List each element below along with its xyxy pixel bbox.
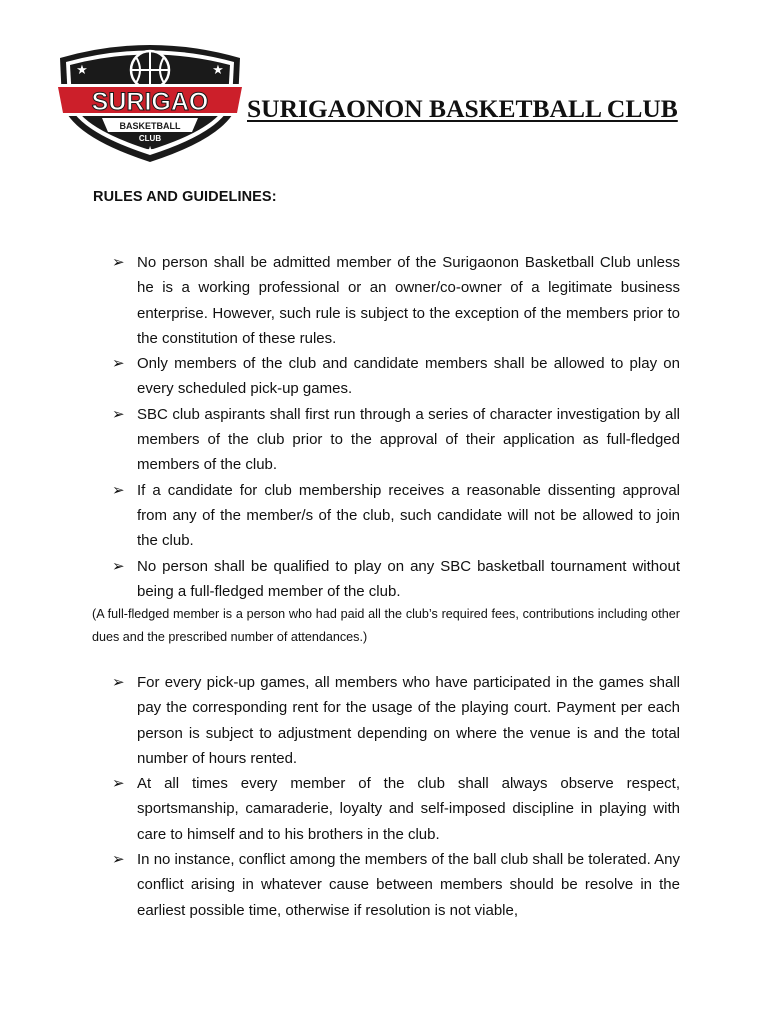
arrow-bullet-icon: ➢ — [112, 557, 125, 575]
rule-text: For every pick-up games, all members who have participated in the games shall pay the corresponding rent for the usage of the playing court. Payment per each person is subject to adjustment depending on where the venue is and the total number of hours rented. — [137, 674, 680, 767]
logo-main-text: SURIGAO — [91, 88, 209, 116]
arrow-bullet-icon: ➢ — [112, 481, 125, 499]
rule-item — [108, 670, 680, 771]
arrow-bullet-icon: ➢ — [112, 775, 125, 793]
rule-text: At all times every member of the club shall always observe respect, sportsmanship, camaraderie, loyalty and self-imposed discipline in playing with care to himself and to his brothers in the club. — [137, 775, 680, 843]
logo-star-right-icon: ★ — [212, 63, 224, 78]
arrow-bullet-icon: ➢ — [112, 355, 125, 373]
rule-item — [108, 771, 680, 847]
page-title: SURIGAONON BASKETBALL CLUB — [247, 94, 678, 123]
rules-list-1 — [108, 250, 680, 604]
section-heading: RULES AND GUIDELINES: — [93, 189, 277, 205]
rule-item — [108, 847, 680, 923]
rule-text: SBC club aspirants shall first run through a series of character investigation by all members of the club prior to the approval of their application as full-fledged members of the club. — [137, 405, 680, 474]
rule-item — [108, 351, 680, 402]
arrow-bullet-icon: ➢ — [112, 254, 125, 271]
logo-sub-text-2: CLUB — [138, 134, 162, 143]
rule-item — [108, 554, 680, 605]
rule-text: In no instance, conflict among the members of the ball club shall be tolerated. Any conflict arising in whatever cause between members should be resolve in the earliest possible time, otherwise if resolution is not viable, — [137, 851, 680, 919]
rules-list-2 — [108, 670, 680, 923]
arrow-bullet-icon: ➢ — [112, 851, 125, 869]
club-logo — [52, 40, 248, 164]
basketball-icon — [131, 51, 169, 89]
rule-item — [108, 402, 680, 478]
rule-text: No person shall be qualified to play on any SBC basketball tournament without being a full-fledged member of the club. — [137, 557, 680, 600]
membership-note: (A full-fledged member is a person who had paid all the club’s required fees, contributions including other dues and the prescribed number of attendances.) — [92, 607, 680, 644]
rule-text: Only members of the club and candidate members shall be allowed to play on every scheduled pick-up games. — [137, 355, 680, 398]
club-logo-graphic — [52, 40, 248, 164]
rule-text: No person shall be admitted member of the Surigaonon Basketball Club unless he is a working professional or an owner/co-owner of a legitimate business enterprise. However, such rule is subject to the exception of the members prior to the constitution of these rules. — [137, 254, 680, 347]
rule-text: If a candidate for club membership receives a reasonable dissenting approval from any of the member/s of the club, such candidate will not be allowed to join the club. — [137, 481, 680, 550]
rule-item — [108, 250, 680, 351]
logo-star-bottom-icon: ★ — [145, 144, 155, 157]
rule-item — [108, 478, 680, 554]
logo-star-left-icon: ★ — [76, 63, 88, 78]
logo-sub-text-1: BASKETBALL — [119, 121, 181, 131]
arrow-bullet-icon: ➢ — [112, 674, 125, 691]
arrow-bullet-icon: ➢ — [112, 405, 125, 423]
